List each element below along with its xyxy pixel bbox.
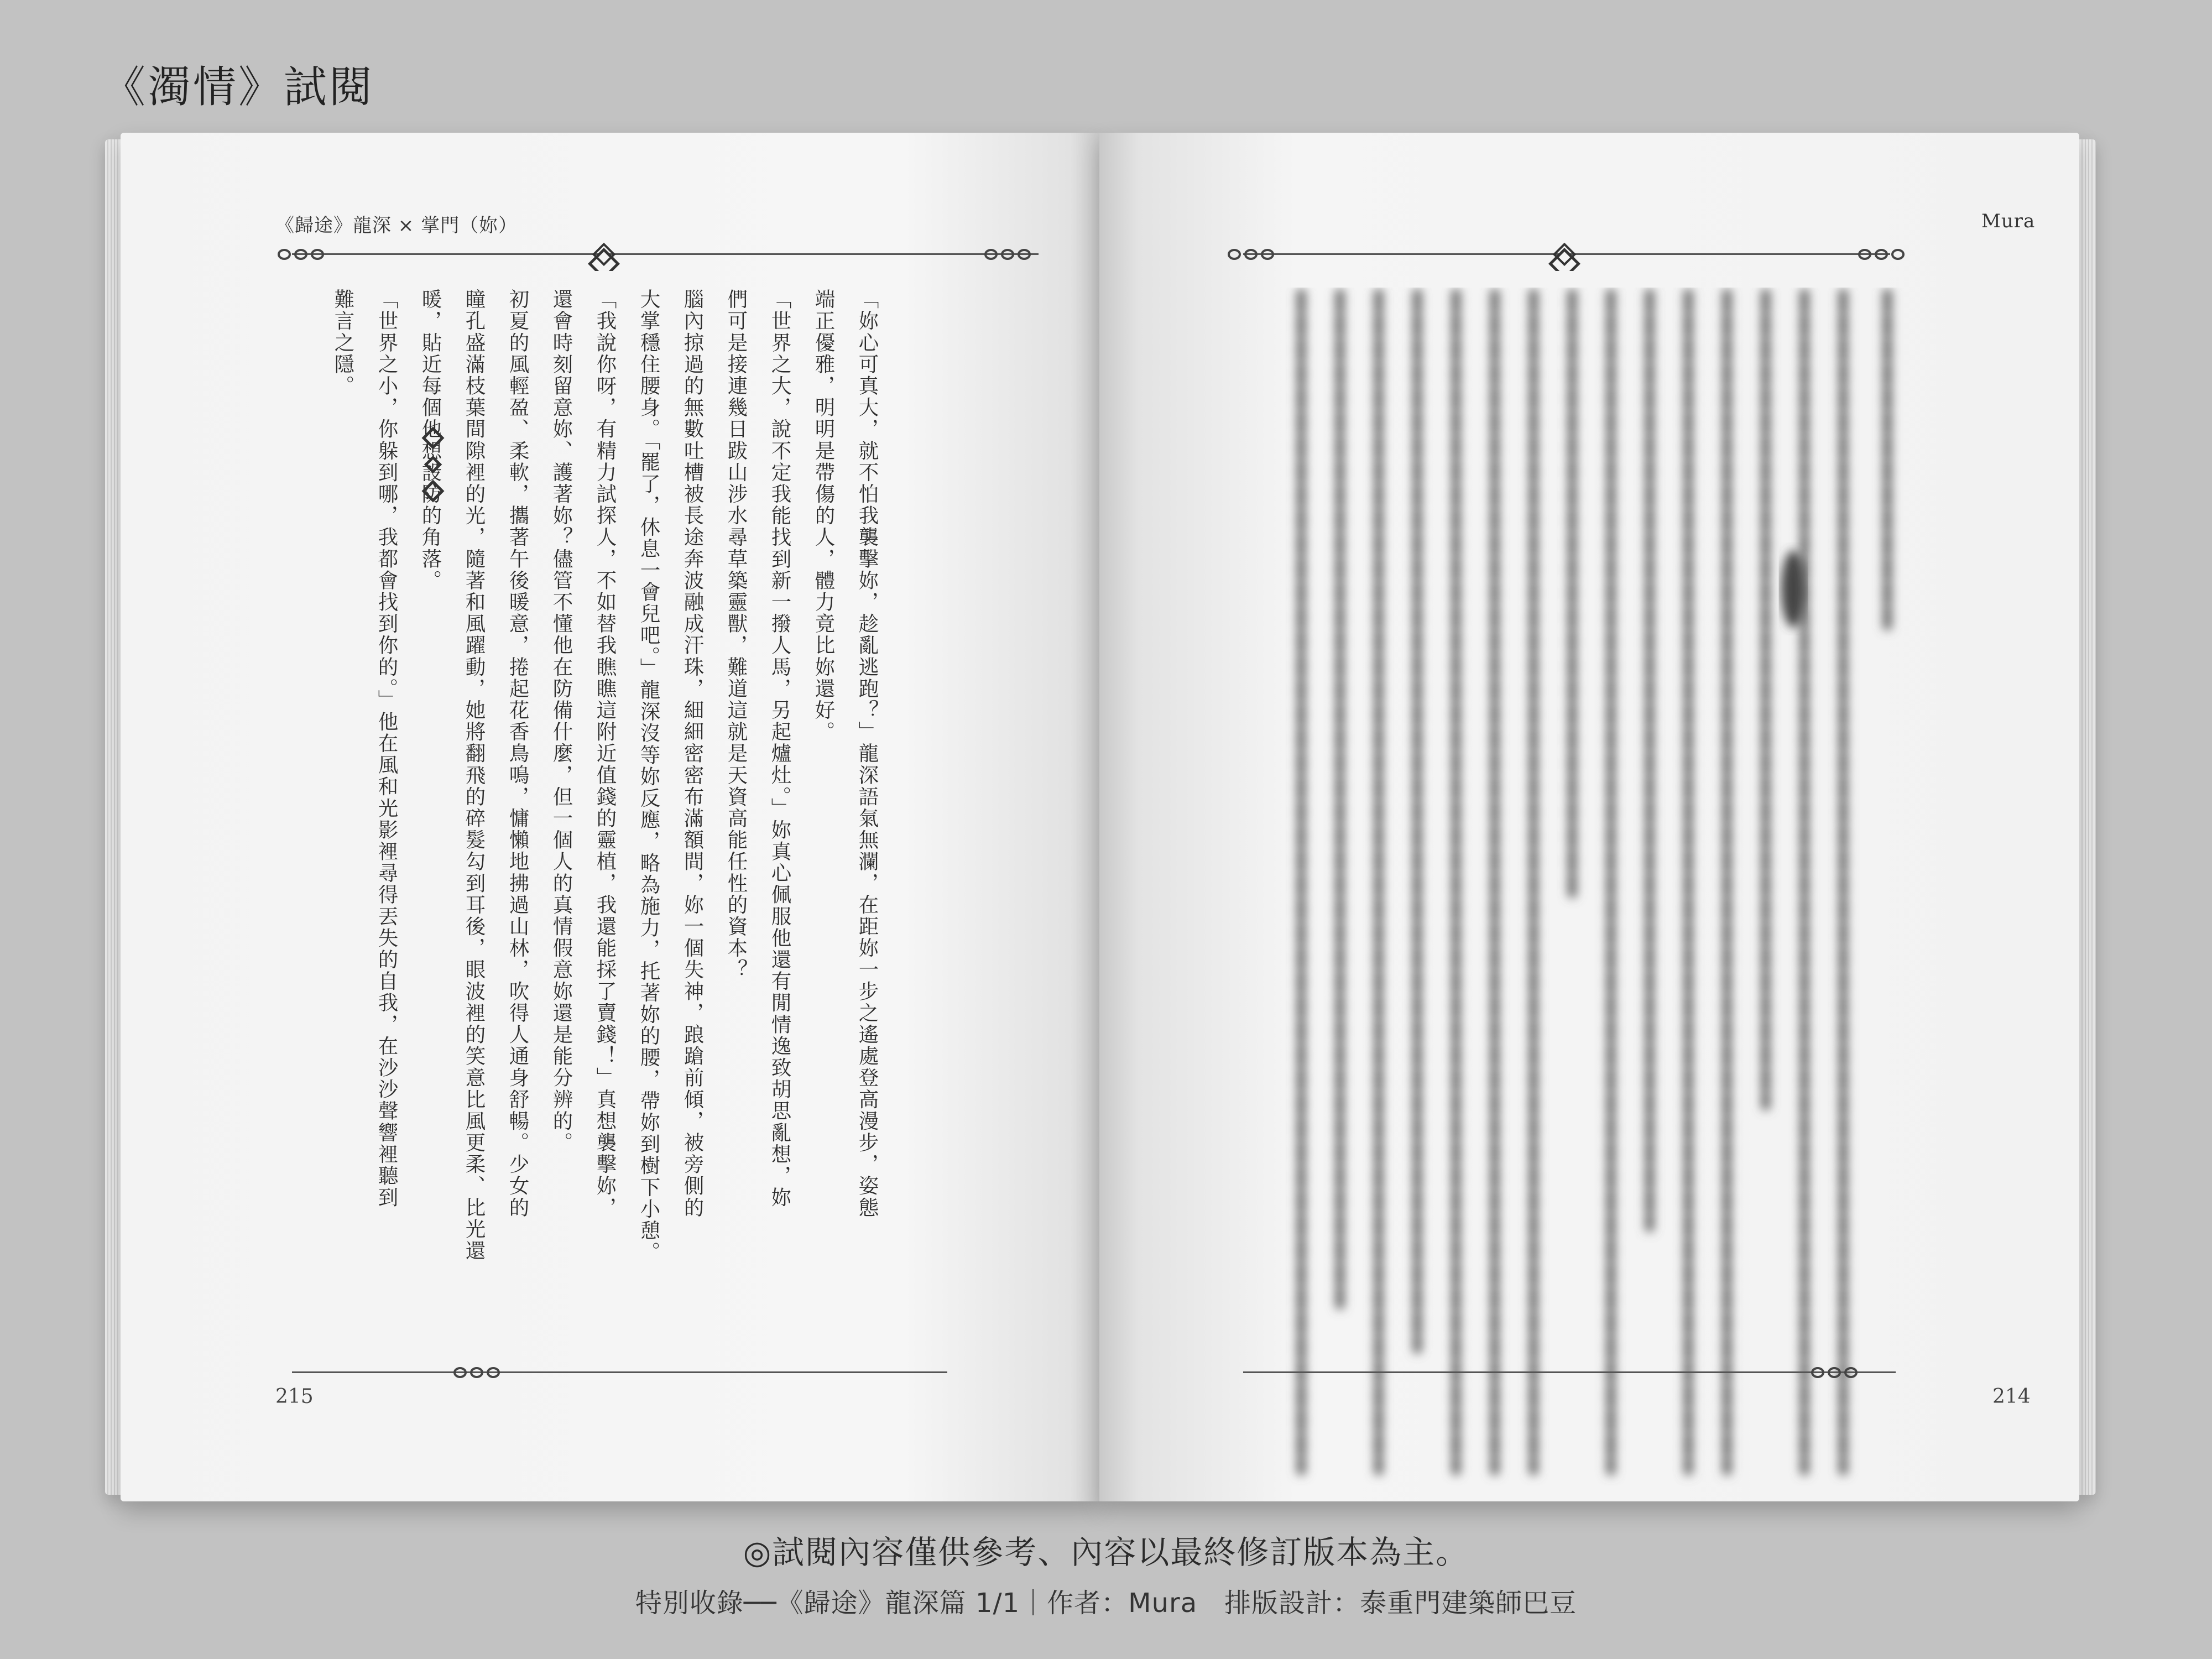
credits-line: 特別收錄──《歸途》龍深篇 1/1｜作者：Mura 排版設計：泰重門建築師巴豆 bbox=[635, 1588, 1577, 1619]
header-rule-left bbox=[292, 253, 1039, 255]
disclaimer-notice: ◎試閱內容僅供參考、內容以最終修訂版本為主。 bbox=[743, 1533, 1469, 1571]
vertical-text-block bbox=[259, 289, 889, 1483]
chain-ornament-icon bbox=[1227, 247, 1276, 262]
text-column: 難言之隱。 bbox=[331, 289, 355, 397]
diamond-knot-icon bbox=[586, 238, 622, 271]
page-stack-right bbox=[2079, 139, 2096, 1495]
page-title: 《濁情》試閱 bbox=[102, 62, 375, 112]
running-head-right: Mura bbox=[1981, 210, 2036, 232]
chain-ornament-icon bbox=[1810, 1365, 1860, 1380]
page-number-left: 215 bbox=[275, 1385, 314, 1408]
text-column: 瞳孔盛滿枝葉間隙裡的光，隨著和風躍動，她將翻飛的碎髮勾到耳後，眼波裡的笑意比風更柔、比光還 bbox=[462, 289, 486, 1262]
blurred-text-block bbox=[1265, 288, 1929, 1493]
chain-ornament-icon bbox=[452, 1365, 502, 1380]
chain-ornament-icon bbox=[276, 247, 326, 262]
text-column: 腦內掠過的無數吐槽被長途奔波融成汗珠，細細密密布滿額間，妳一個失神，踉蹌前傾，被旁側的 bbox=[681, 289, 705, 1219]
text-column: 「我說你呀，有精力試探人，不如替我瞧瞧這附近值錢的靈植，我還能採了賣錢！」真想襲擊妳， bbox=[593, 289, 617, 1219]
page-number-right: 214 bbox=[1992, 1385, 2031, 1408]
chain-ornament-icon bbox=[1857, 247, 1907, 262]
chain-ornament-icon bbox=[983, 247, 1033, 262]
footer-rule-left bbox=[292, 1371, 947, 1373]
scene-break-ornament-icon bbox=[420, 426, 446, 503]
text-column: 端正優雅，明明是帶傷的人，體力竟比妳還好。 bbox=[812, 289, 836, 743]
text-column: 初夏的風輕盈、柔軟，攜著午後暖意，捲起花香鳥鳴，慵懶地拂過山林，吹得人通身舒暢。少女的 bbox=[506, 289, 530, 1219]
running-head-left: 《歸途》龍深 × 掌門（妳） bbox=[275, 215, 518, 237]
text-column: 暖，貼近每個他想設防的角落。 bbox=[419, 289, 442, 592]
text-column: 「世界之大，說不定我能找到新一撥人馬，另起爐灶。」妳真心佩服他還有閒情逸致胡思亂想，妳 bbox=[768, 289, 792, 1209]
right-page bbox=[1099, 133, 2079, 1501]
left-page bbox=[121, 133, 1099, 1501]
page-stack-left bbox=[105, 139, 122, 1495]
diamond-knot-icon bbox=[1547, 238, 1582, 271]
open-book bbox=[105, 133, 2096, 1501]
footer-rule-right bbox=[1243, 1371, 1896, 1373]
text-column: 們可是接連幾日跋山涉水尋草築靈獸，難道這就是天資高能任性的資本？ bbox=[724, 289, 748, 981]
text-column: 大掌穩住腰身。「罷了，休息一會兒吧。」龍深沒等妳反應，略為施力，托著妳的腰，帶妳到樹下小憩。 bbox=[637, 289, 661, 1264]
text-column: 還會時刻留意妳、護著妳？儘管不懂他在防備什麼，但一個人的真情假意妳還是能分辨的。 bbox=[550, 289, 573, 1154]
text-column: 「世界之小，你躲到哪，我都會找到你的。」他在風和光影裡尋得丟失的自我，在沙沙聲響裡聽到 bbox=[375, 289, 399, 1209]
text-column: 「妳心可真大，就不怕我襲擊妳，趁亂逃跑？」龍深語氣無瀾，在距妳一步之遙處登高漫步，姿態 bbox=[855, 289, 879, 1219]
